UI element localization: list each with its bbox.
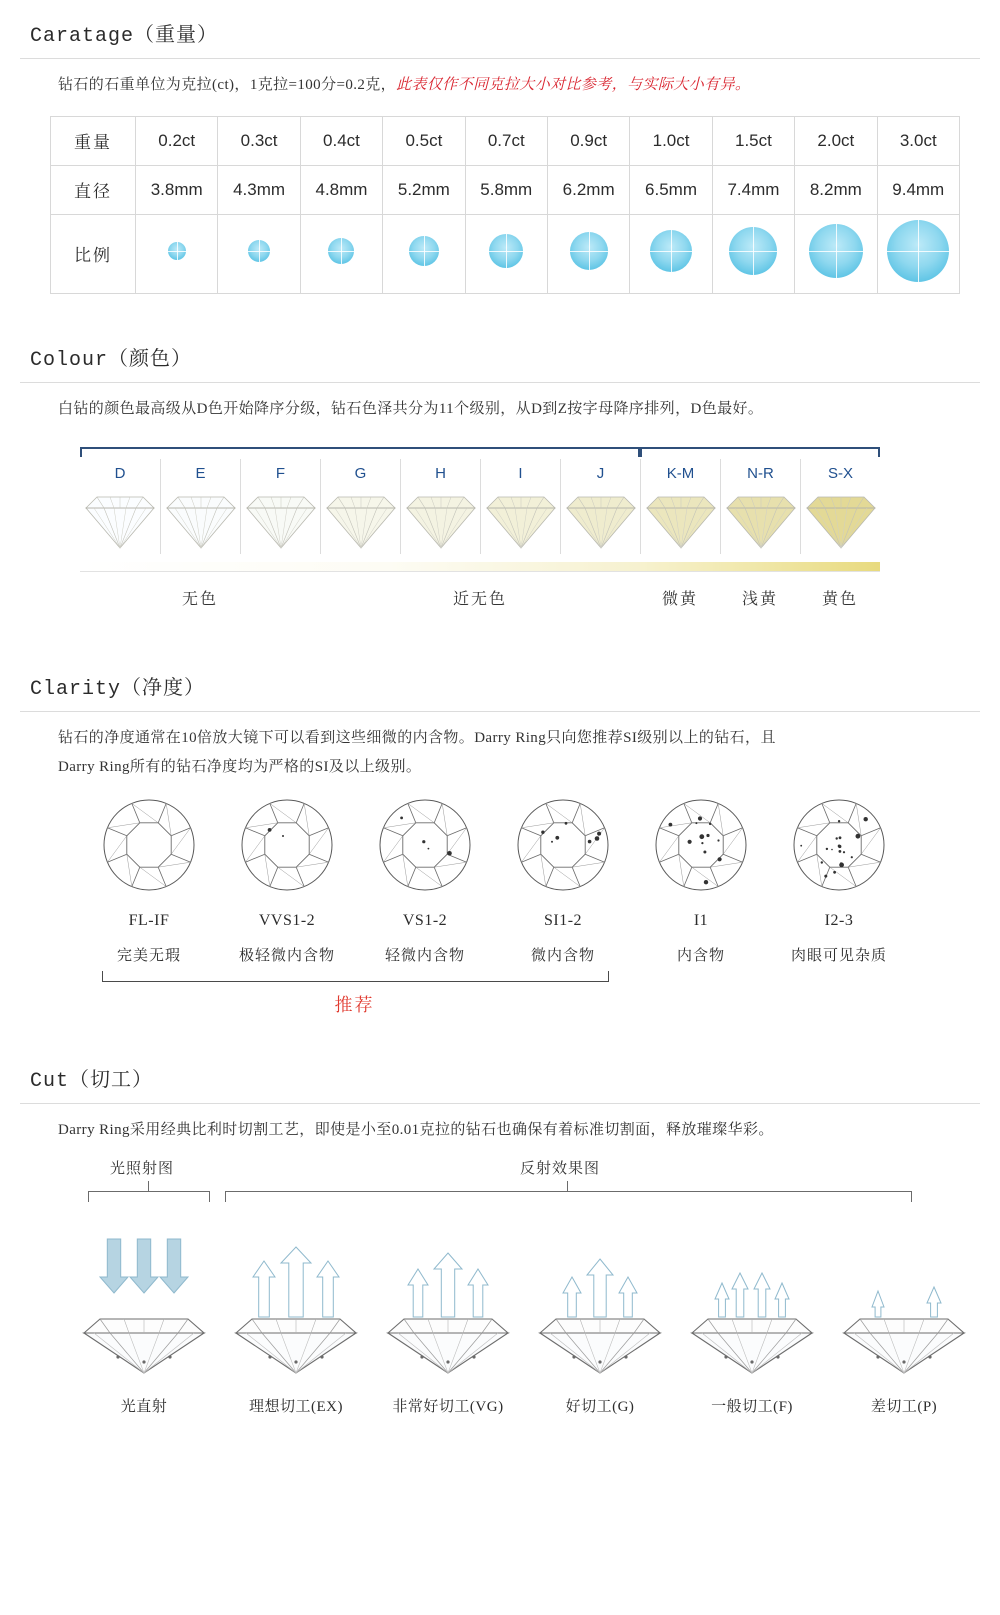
- cell-diameter: 7.4mm: [712, 165, 794, 214]
- diamond-icon: [328, 238, 354, 264]
- colour-chart: [80, 429, 920, 619]
- cell-diameter: 9.4mm: [877, 165, 959, 214]
- scale-colourless: [80, 562, 640, 572]
- section-colour: [0, 324, 1000, 654]
- cell-weight: 2.0ct: [795, 116, 877, 165]
- clarity-item: [356, 795, 494, 965]
- colour-grade-row: [80, 459, 920, 554]
- section-cut: [0, 1045, 1000, 1456]
- caratage-description: [20, 59, 980, 106]
- colour-scale: [80, 562, 920, 572]
- colour-grade-letter: D: [114, 465, 126, 482]
- clarity-label: 完美无瑕: [116, 948, 181, 964]
- colour-grade-km: [640, 459, 720, 554]
- diamond-icon: [409, 236, 439, 266]
- page-title-clarity: Clarity（净度）: [30, 678, 206, 701]
- colour-grade-letter: S-X: [827, 465, 853, 482]
- colour-grade-i: [480, 459, 560, 554]
- cell-ratio: [712, 214, 794, 293]
- cut-item: [68, 1221, 220, 1416]
- clarity-item: [80, 795, 218, 965]
- cell-ratio: [877, 214, 959, 293]
- clarity-code: FL-IF: [128, 912, 170, 929]
- cut-items: [20, 1215, 980, 1416]
- clarity-code: I2-3: [824, 912, 854, 929]
- cell-diameter: 6.5mm: [630, 165, 712, 214]
- cell-diameter: 5.2mm: [383, 165, 465, 214]
- recommend-label: 推荐: [334, 995, 375, 1015]
- section-clarity: [0, 653, 1000, 1045]
- caratage-desc-highlight: 此表仅作不同克拉大小对比参考，与实际大小有异。: [396, 77, 751, 93]
- cell-ratio: [383, 214, 465, 293]
- cell-diameter: 4.8mm: [300, 165, 382, 214]
- colour-grade-letter: N-R: [747, 465, 774, 482]
- cell-ratio: [300, 214, 382, 293]
- cell-diameter: 6.2mm: [547, 165, 629, 214]
- table-row-ratio: [51, 214, 960, 293]
- cell-weight: 1.0ct: [630, 116, 712, 165]
- cell-weight: 0.9ct: [547, 116, 629, 165]
- tick-incoming: [148, 1181, 149, 1191]
- cell-weight: 0.4ct: [300, 116, 382, 165]
- scale-tinted: [640, 562, 880, 572]
- bracket-tinted-group: [640, 447, 880, 457]
- cut-item: [828, 1221, 980, 1416]
- cell-ratio: [136, 214, 218, 293]
- diamond-icon: [80, 488, 160, 554]
- clarity-desc-line1: 钻石的净度通常在10倍放大镜下可以看到这些细微的内含物。Darry Ring只向您推荐SI级别以上的钻石，且: [58, 730, 776, 746]
- clarity-code: I1: [693, 912, 709, 929]
- cut-header-left-label: 光照射图: [110, 1160, 175, 1177]
- cut-label: 差切工(P): [870, 1398, 938, 1415]
- clarity-items: [20, 781, 980, 965]
- diamond-facet-icon: [632, 795, 770, 900]
- colour-grade-letter: I: [518, 465, 523, 482]
- diamond-icon: [401, 488, 480, 554]
- colour-grade-letter: E: [195, 465, 206, 482]
- colour-group-label: 微黄: [661, 591, 698, 608]
- diamond-icon: [241, 488, 320, 554]
- cell-weight: 0.5ct: [383, 116, 465, 165]
- clarity-label: 内含物: [676, 948, 725, 964]
- page-title-caratage: Caratage（重量）: [30, 25, 219, 48]
- colour-group-labels: [80, 586, 920, 609]
- cell-weight: 3.0ct: [877, 116, 959, 165]
- row-header-diameter: 直径: [51, 165, 136, 214]
- cut-diagram-icon: [220, 1221, 372, 1381]
- colour-grade-letter: H: [435, 465, 446, 482]
- brace-incoming: [88, 1191, 210, 1202]
- cell-diameter: 8.2mm: [795, 165, 877, 214]
- cell-weight: 0.3ct: [218, 116, 300, 165]
- cut-description: Darry Ring采用经典比利时切割工艺，即使是小至0.01克拉的钻石也确保有着标准切割面，释放璀璨华彩。: [58, 1122, 774, 1138]
- diamond-icon: [570, 232, 608, 270]
- caratage-table: [50, 116, 960, 294]
- cut-diagram-icon: [676, 1221, 828, 1381]
- diamond-facet-icon: [80, 795, 218, 900]
- diamond-icon: [161, 488, 240, 554]
- diamond-facet-icon: [356, 795, 494, 900]
- diamond-icon: [729, 227, 777, 275]
- clarity-item: [770, 795, 908, 965]
- cell-diameter: 3.8mm: [136, 165, 218, 214]
- cut-item: [524, 1221, 676, 1416]
- cell-weight: 0.7ct: [465, 116, 547, 165]
- caratage-desc-plain: 钻石的石重单位为克拉(ct)，1克拉=100分=0.2克，: [58, 77, 397, 93]
- diamond-facet-icon: [218, 795, 356, 900]
- colour-grade-letter: K-M: [666, 465, 695, 482]
- cell-weight: 1.5ct: [712, 116, 794, 165]
- colour-grade-letter: F: [275, 465, 286, 482]
- clarity-label: 极轻微内含物: [238, 948, 335, 964]
- colour-grade-d: [80, 459, 160, 554]
- cut-label: 非常好切工(VG): [392, 1398, 504, 1415]
- clarity-description: [20, 712, 980, 781]
- cell-ratio: [630, 214, 712, 293]
- cell-ratio: [218, 214, 300, 293]
- cut-label: 一般切工(F): [711, 1398, 793, 1415]
- cut-label: 光直射: [120, 1398, 168, 1415]
- cut-header-right-label: 反射效果图: [520, 1160, 601, 1177]
- colour-grade-e: [160, 459, 240, 554]
- cut-diagram-icon: [372, 1221, 524, 1381]
- colour-grade-g: [320, 459, 400, 554]
- colour-grade-letter: J: [596, 465, 605, 482]
- diamond-icon: [168, 242, 186, 260]
- diamond-facet-icon: [770, 795, 908, 900]
- bracket-colourless-group: [80, 447, 640, 457]
- caratage-table-wrap: [20, 106, 980, 324]
- clarity-code: VVS1-2: [258, 912, 316, 929]
- diamond-icon: [481, 488, 560, 554]
- colour-group-label: 黄色: [821, 591, 858, 608]
- diamond-icon: [489, 234, 523, 268]
- colour-grade-f: [240, 459, 320, 554]
- diamond-icon: [650, 230, 692, 272]
- cell-ratio: [465, 214, 547, 293]
- page-title-cut: Cut（切工）: [30, 1070, 154, 1093]
- section-caratage: [0, 0, 1000, 324]
- colour-grade-h: [400, 459, 480, 554]
- clarity-desc-line2: Darry Ring所有的钻石净度均为严格的SI及以上级别。: [58, 758, 422, 775]
- colour-grade-sx: [800, 459, 880, 554]
- cell-diameter: 4.3mm: [218, 165, 300, 214]
- colour-group-label: 无色: [181, 591, 218, 608]
- cut-item: [676, 1221, 828, 1416]
- colour-group-label: 浅黄: [741, 591, 778, 608]
- recommend-brace: [102, 971, 609, 982]
- cut-label: 好切工(G): [565, 1398, 635, 1415]
- clarity-item: [632, 795, 770, 965]
- colour-grade-j: [560, 459, 640, 554]
- row-header-weight: 重量: [51, 116, 136, 165]
- diamond-icon: [801, 488, 880, 554]
- brace-reflect: [225, 1191, 912, 1202]
- cut-diagram-icon: [828, 1221, 980, 1381]
- clarity-recommend: [20, 965, 1000, 1035]
- clarity-item: [218, 795, 356, 965]
- diamond-icon: [887, 220, 949, 282]
- clarity-code: SI1-2: [543, 912, 583, 929]
- clarity-label: 肉眼可见杂质: [790, 948, 887, 964]
- cell-ratio: [547, 214, 629, 293]
- clarity-code: VS1-2: [402, 912, 448, 929]
- cut-diagram-icon: [68, 1221, 220, 1381]
- colour-top-brackets: [80, 447, 920, 459]
- diamond-icon: [321, 488, 400, 554]
- tick-reflect: [567, 1181, 568, 1191]
- colour-grade-letter: G: [354, 465, 367, 482]
- clarity-label: 微内含物: [530, 948, 595, 964]
- diamond-facet-icon: [494, 795, 632, 900]
- cut-item: [220, 1221, 372, 1416]
- clarity-item: [494, 795, 632, 965]
- colour-grade-nr: [720, 459, 800, 554]
- table-row-diameter: [51, 165, 960, 214]
- cell-weight: 0.2ct: [136, 116, 218, 165]
- colour-group-label: 近无色: [452, 591, 507, 608]
- colour-description: 白钻的颜色最高级从D色开始降序分级，钻石色泽共分为11个级别，从D到Z按字母降序排列，D色最好。: [58, 400, 764, 417]
- cut-header-braces: [20, 1157, 980, 1215]
- row-header-ratio: 比例: [51, 214, 136, 293]
- cell-diameter: 5.8mm: [465, 165, 547, 214]
- cell-ratio: [795, 214, 877, 293]
- page-title-colour: Colour（颜色）: [30, 348, 193, 372]
- cut-diagram-icon: [524, 1221, 676, 1381]
- diamond-icon: [248, 240, 270, 262]
- diamond-icon: [561, 488, 640, 554]
- diamond-icon: [721, 488, 800, 554]
- cut-label: 理想切工(EX): [249, 1398, 343, 1415]
- diamond-icon: [641, 488, 720, 554]
- cut-item: [372, 1221, 524, 1416]
- diamond-icon: [809, 224, 863, 278]
- clarity-label: 轻微内含物: [384, 948, 465, 964]
- table-row-weight: [51, 116, 960, 165]
